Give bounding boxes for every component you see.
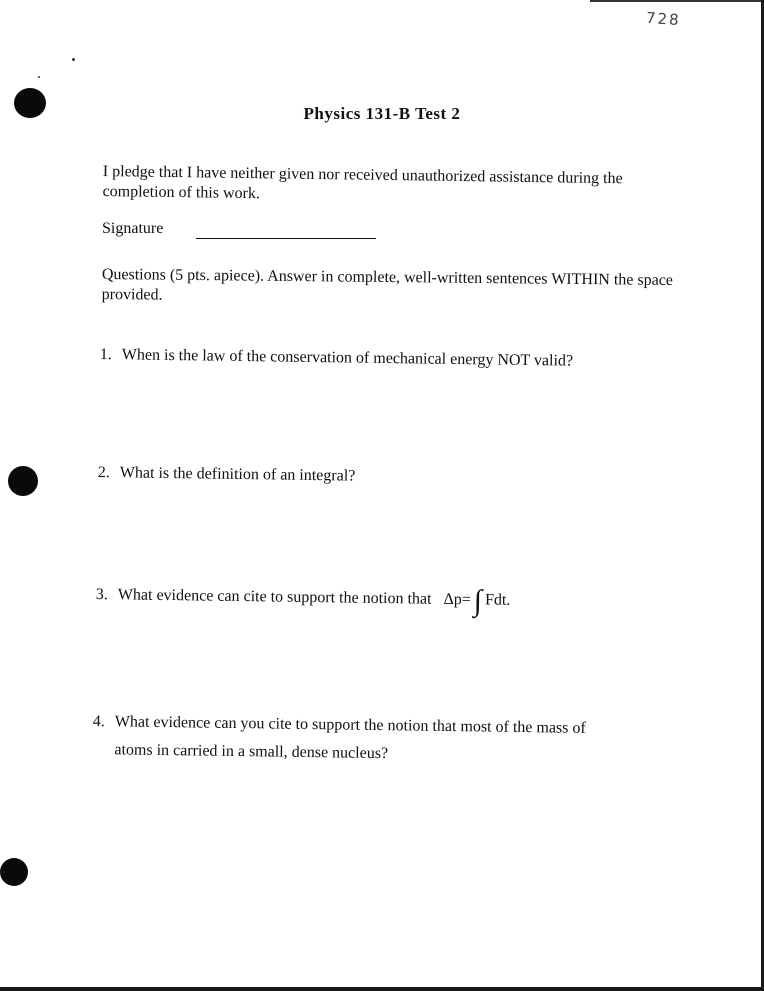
signature-line[interactable]	[196, 238, 376, 239]
scan-edge-top	[590, 0, 764, 2]
page-title: Physics 131-B Test 2	[303, 104, 461, 123]
scan-edge-bottom	[0, 987, 764, 991]
formula-lhs: Δp=	[443, 590, 471, 609]
scan-speck	[72, 58, 75, 61]
question-3	[95, 584, 686, 618]
question-number: 4.	[92, 712, 105, 731]
question-number: 3.	[95, 585, 108, 604]
question-text: What evidence can cite to support the notion that	[117, 586, 432, 608]
scan-speck	[38, 76, 40, 78]
question-text: What is the definition of an integral?	[119, 464, 356, 485]
integral-sign: ∫	[473, 584, 483, 618]
punch-hole-bottom	[0, 858, 28, 886]
instructions: Questions (5 pts. apiece). Answer in complete, well-written sentences WITHIN the space provided.	[101, 265, 674, 304]
question-4	[92, 708, 683, 772]
question-number: 1.	[99, 345, 112, 364]
impulse-formula	[443, 584, 511, 618]
question-2	[98, 463, 688, 491]
question-text-line-2: atoms in carried in a small, dense nucleus?	[114, 741, 389, 763]
punch-hole-middle	[8, 466, 38, 496]
formula-rhs: Fdt.	[484, 591, 511, 609]
signature-label: Signature	[102, 220, 164, 237]
question-text: When is the law of the conservation of mechanical energy NOT valid?	[121, 346, 574, 370]
handwritten-page-note: 728	[645, 8, 682, 30]
question-text-line-1: What evidence can you cite to support the notion that most of the mass of	[114, 713, 586, 737]
question-number: 2.	[97, 463, 110, 482]
honor-pledge: I pledge that I have neither given nor received unauthorized assistance during the completion of this work.	[102, 162, 623, 203]
question-1	[100, 345, 690, 373]
